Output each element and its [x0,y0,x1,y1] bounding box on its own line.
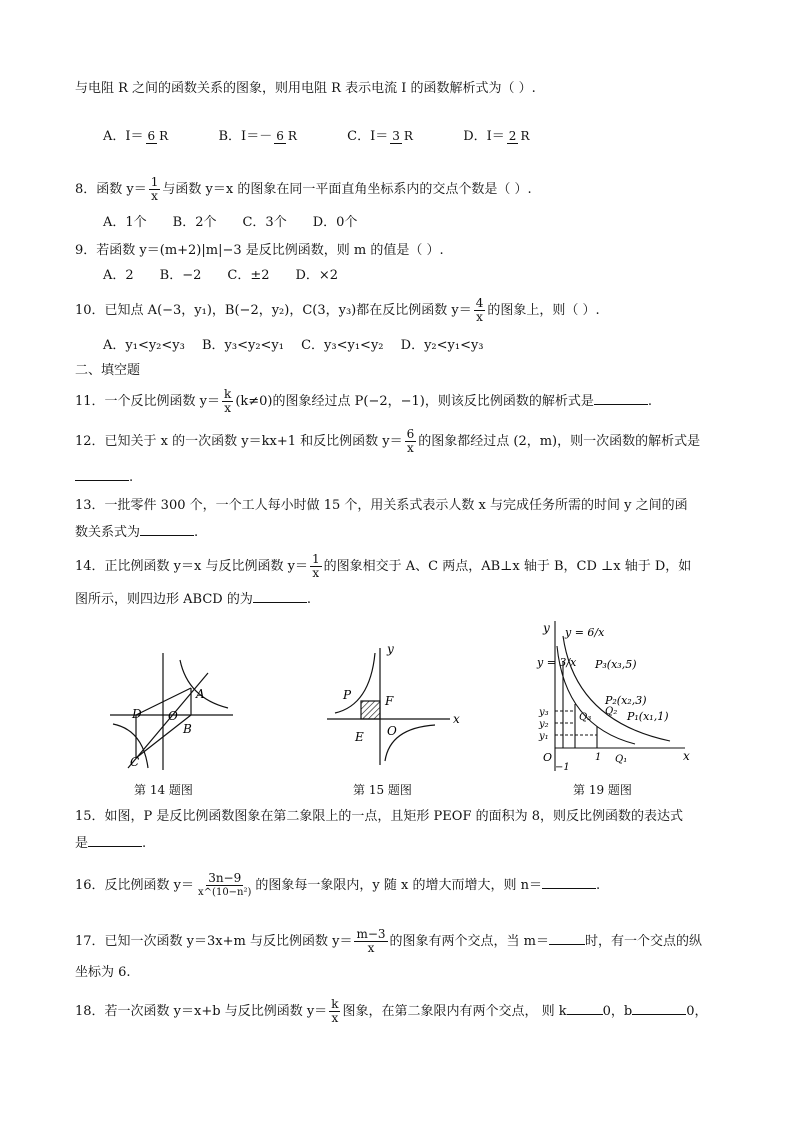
fig19-label-y: y [543,621,550,635]
fig19-label-p2: P₂(x₂,3) [605,694,647,707]
q11-text: 11．一个反比例函数 y＝ $\frac{k}{x}$ (k≠0)的图象经过点 P(−2，−1)，则该反比例函数的解析式是 . [75,387,652,415]
q7-text: 与电阻 R 之间的函数关系的图象，则用电阻 R 表示电流 I 的函数解析式为（ ）. [75,81,536,96]
fig19-label-x: x [683,749,690,763]
fig14-label-a: A [196,687,205,701]
fig15-label-x: x [453,712,460,726]
q18-blank-b[interactable] [632,1002,686,1015]
q18-text: 18．若一次函数 y＝x+b 与反比例函数 y＝ $\frac{k}{x}$ 图象，在第二象限内有两个交点， 则 k 0，b 0， [75,997,708,1025]
q9-options: A．2 B．−2 C．±2 D．×2 [103,268,339,283]
fig19-label-y3: y₃ [539,707,549,718]
fig14-label-o: O [168,709,178,723]
q16-blank[interactable] [542,876,596,889]
fig15-label-o: O [387,724,397,738]
q14-text: 14．正比例函数 y＝x 与反比例函数 y＝ $\frac{1}{x}$ 的图象相交于 A、C 两点，AB⊥x 轴于 B，CD ⊥x 轴于 D，如 [75,552,692,580]
fig19-label-one: 1 [595,752,602,763]
fig15-label-e: E [355,730,364,744]
q13-text: 13．一批零件 300 个，一个工人每小时做 15 个，用关系式表示人数 x 与完成任务所需的时间 y 之间的函 [75,498,688,513]
fig19-label-p3: P₃(x₃,5) [595,658,637,671]
fig19-label-y1: y₁ [539,731,549,742]
q15-text: 15．如图，P 是反比例函数图象在第二象限上的一点，且矩形 PEOF 的面积为 8，则反比例函数的表达式 [75,809,684,824]
q15-text-2: 是 . [75,836,147,851]
fig15-label-p: P [343,688,352,702]
q8-text: 8．函数 y＝ $\frac{1}{x}$ 与函数 y＝x 的图象在同一平面直角坐标系内的交点个数是（ ）. [75,175,532,203]
fig19-label-o: O [543,751,553,764]
section-title: 二、填空题 [75,363,141,378]
q11-blank[interactable] [594,392,648,405]
fig19-label-y2: y₂ [539,719,549,730]
fig14-label-b: B [183,722,192,736]
fig15-label-f: F [385,694,394,708]
fig19-label-q2: Q₂ [605,706,618,717]
q16-text: 16．反比例函数 y＝ $\frac{3n-9}{\text{x\textasciicircum{}(10−n²)}}$ 的图象每一象限内，y 随 x 的增大而增大，则 n＝ . [75,871,601,898]
fig14-label-d: D [132,707,142,721]
q17-text-2: 坐标为 6. [75,965,131,980]
q7-options: A．I＝ 6 R B．I＝－ 6 R C．I＝ 3 R D．I＝ 2 R [103,128,530,144]
q12-answer-line: . [75,468,133,487]
fig14-label-c: C [130,755,140,769]
q14-text-2: 图所示，则四边形 ABCD 的为 . [75,592,311,607]
q18-blank-k[interactable] [567,1002,603,1015]
figure-14 [108,648,238,773]
q10-options: A．y₁<y₂<y₃ B．y₃<y₂<y₁ C．y₃<y₁<y₂ D．y₂<y₁<y₃ [103,338,484,353]
q9-text: 9．若函数 y＝(m+2)|m|−3 是反比例函数，则 m 的值是（ ）. [75,243,444,258]
fig15-label-y: y [387,643,394,656]
fig19-label-q1: Q₁ [615,754,628,765]
figure-14-caption: 第 14 题图 [134,783,193,797]
q10-text: 10．已知点 A(−3，y₁)，B(−2，y₂)，C(3，y₃)都在反比例函数 y＝ $\frac{4}{x}$ 的图象上，则（ ）. [75,296,600,324]
fig19-label-f2: y = 3/x [537,656,577,669]
figure-19 [535,616,695,776]
q13-blank[interactable] [140,523,194,536]
q12-text: 12．已知关于 x 的一次函数 y＝kx+1 和反比例函数 y＝ $\frac{6}{x}$ 的图象都经过点 (2，m)，则一次函数的解析式是 [75,427,701,455]
fig19-label-f1: y = 6/x [565,626,605,639]
q14-blank[interactable] [253,590,307,603]
q8-options: A．1个 B．2个 C．3个 D．0个 [103,215,358,230]
q15-blank[interactable] [88,834,142,847]
fig19-label-neg1: −1 [555,762,570,773]
figure-19-caption: 第 19 题图 [573,783,632,797]
q17-blank[interactable] [549,932,585,945]
fig19-label-p1: P₁(x₁,1) [627,710,669,723]
q13-text-2: 数关系式为 . [75,525,199,540]
figure-15-caption: 第 15 题图 [353,783,412,797]
figure-15 [325,643,465,768]
q17-text: 17．已知一次函数 y＝3x+m 与反比例函数 y＝ $\frac{m-3}{x}$ 的图象有两个交点，当 m＝ 时，有一个交点的纵 [75,927,703,955]
fig19-label-q3: Q₃ [579,712,592,723]
q12-blank[interactable] [75,468,129,481]
